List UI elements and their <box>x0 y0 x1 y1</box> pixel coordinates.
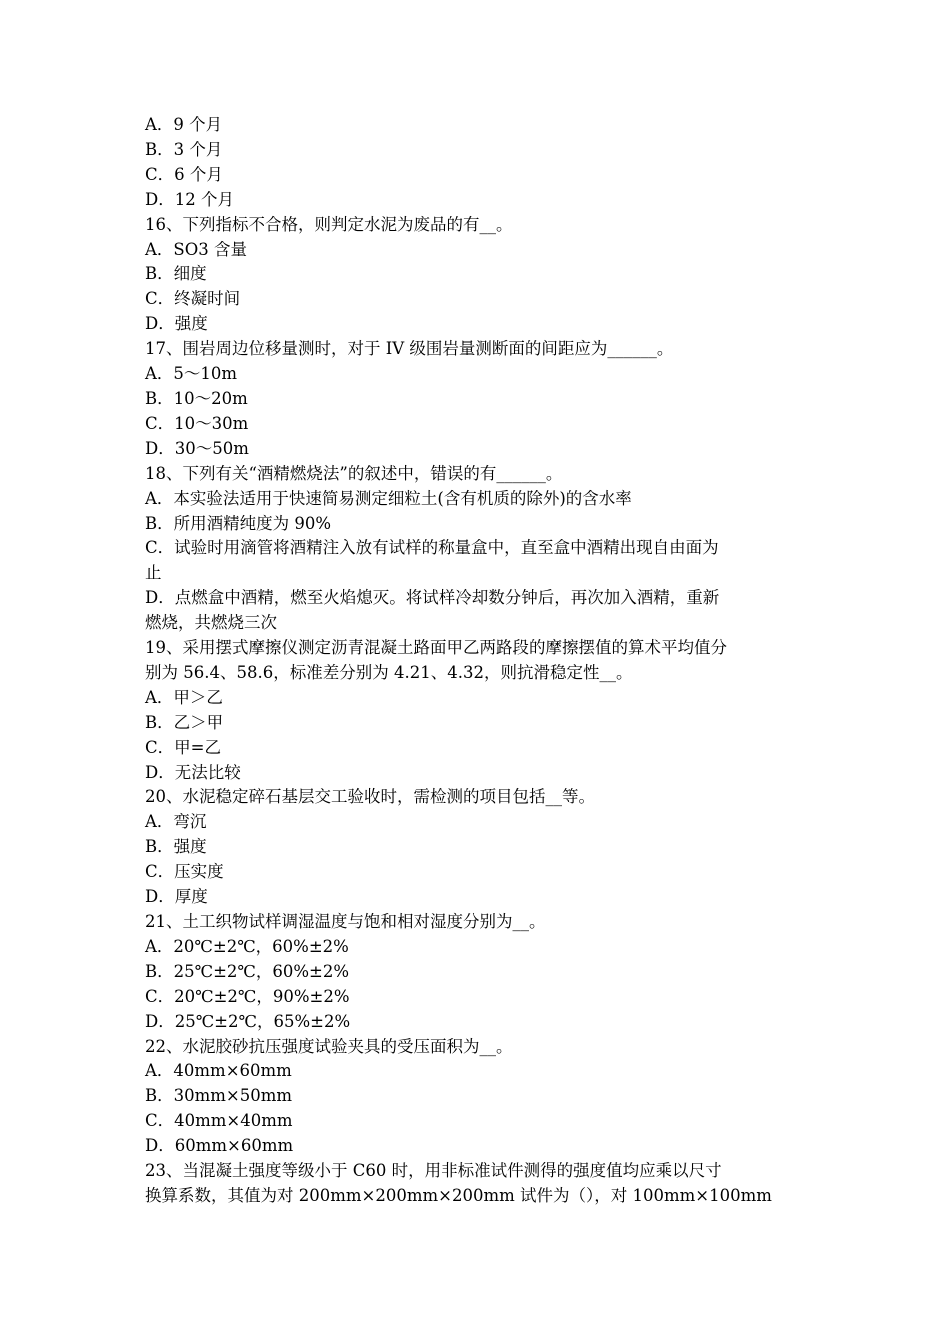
option-line: B．25℃±2℃，60%±2% <box>145 961 350 981</box>
option-line: C．40mm×40mm <box>145 1111 293 1131</box>
option-line: D．60mm×60mm <box>145 1136 294 1156</box>
option-line: C．压实度 <box>145 862 224 882</box>
option-line: B．10～20m <box>145 388 248 408</box>
option-line: D．12 个月 <box>145 189 234 209</box>
question-23: 23、当混凝土强度等级小于 C60 时，用非标准试件测得的强度值均应乘以尺寸 <box>145 1161 722 1181</box>
option-line: C．终凝时间 <box>145 289 241 309</box>
question-19-continuation: 别为 56.4、58.6，标准差分别为 4.21、4.32，则抗滑稳定性__。 <box>145 662 633 682</box>
option-line: A．9 个月 <box>145 115 223 134</box>
option-line: D．25℃±2℃，65%±2% <box>145 1011 351 1031</box>
option-line: A．SO3 含量 <box>145 239 247 259</box>
option-line: D．无法比较 <box>145 762 241 782</box>
option-line: D．点燃盒中酒精，燃至火焰熄灭。将试样冷却数分钟后，再次加入酒精，重新 <box>145 588 720 608</box>
option-line: C．6 个月 <box>145 164 223 184</box>
option-line: A．40mm×60mm <box>145 1061 292 1081</box>
option-line: A．本实验法适用于快速简易测定细粒土(含有机质的除外)的含水率 <box>145 488 632 508</box>
option-line: D．强度 <box>145 314 208 334</box>
question-16: 16、下列指标不合格，则判定水泥为废品的有__。 <box>145 214 513 234</box>
option-line: B．细度 <box>145 264 207 284</box>
question-21: 21、土工织物试样调湿温度与饱和相对湿度分别为__。 <box>145 912 546 931</box>
option-line: C．20℃±2℃，90%±2% <box>145 986 350 1006</box>
question-20: 20、水泥稳定碎石基层交工验收时，需检测的项目包括__等。 <box>145 787 595 807</box>
option-line: D．30～50m <box>145 438 249 458</box>
question-22: 22、水泥胶砂抗压强度试验夹具的受压面积为__。 <box>145 1036 513 1056</box>
option-line: B．所用酒精纯度为 90% <box>145 513 332 533</box>
question-19: 19、采用摆式摩擦仪测定沥青混凝土路面甲乙两路段的摩擦摆值的算术平均值分 <box>145 638 727 658</box>
option-line-continuation: 燃烧，共燃烧三次 <box>145 613 277 633</box>
option-line: A．20℃±2℃，60%±2% <box>145 936 349 956</box>
document-page <box>145 113 810 1209</box>
option-line: B．强度 <box>145 837 207 857</box>
option-line: C．试验时用滴管将酒精注入放有试样的称量盒中，直至盒中酒精出现自由面为 <box>145 538 719 558</box>
option-line: A．5～10m <box>145 364 238 384</box>
option-line: B．3 个月 <box>145 139 223 159</box>
option-line: A．弯沉 <box>145 812 207 832</box>
option-line: A．甲＞乙 <box>145 687 223 707</box>
option-line: B．乙＞甲 <box>145 712 224 732</box>
option-line-continuation: 止 <box>145 563 162 583</box>
option-line: C．甲=乙 <box>145 737 221 757</box>
question-18: 18、下列有关“酒精燃烧法”的叙述中，错误的有______。 <box>145 463 563 483</box>
option-line: B．30mm×50mm <box>145 1086 293 1106</box>
question-23-continuation: 换算系数，其值为对 200mm×200mm×200mm 试件为（），对 100mm×100mm <box>145 1185 772 1205</box>
question-17: 17、围岩周边位移量测时，对于 IV 级围岩量测断面的间距应为______。 <box>145 339 674 359</box>
option-line: C．10～30m <box>145 413 249 433</box>
option-line: D．厚度 <box>145 887 208 907</box>
